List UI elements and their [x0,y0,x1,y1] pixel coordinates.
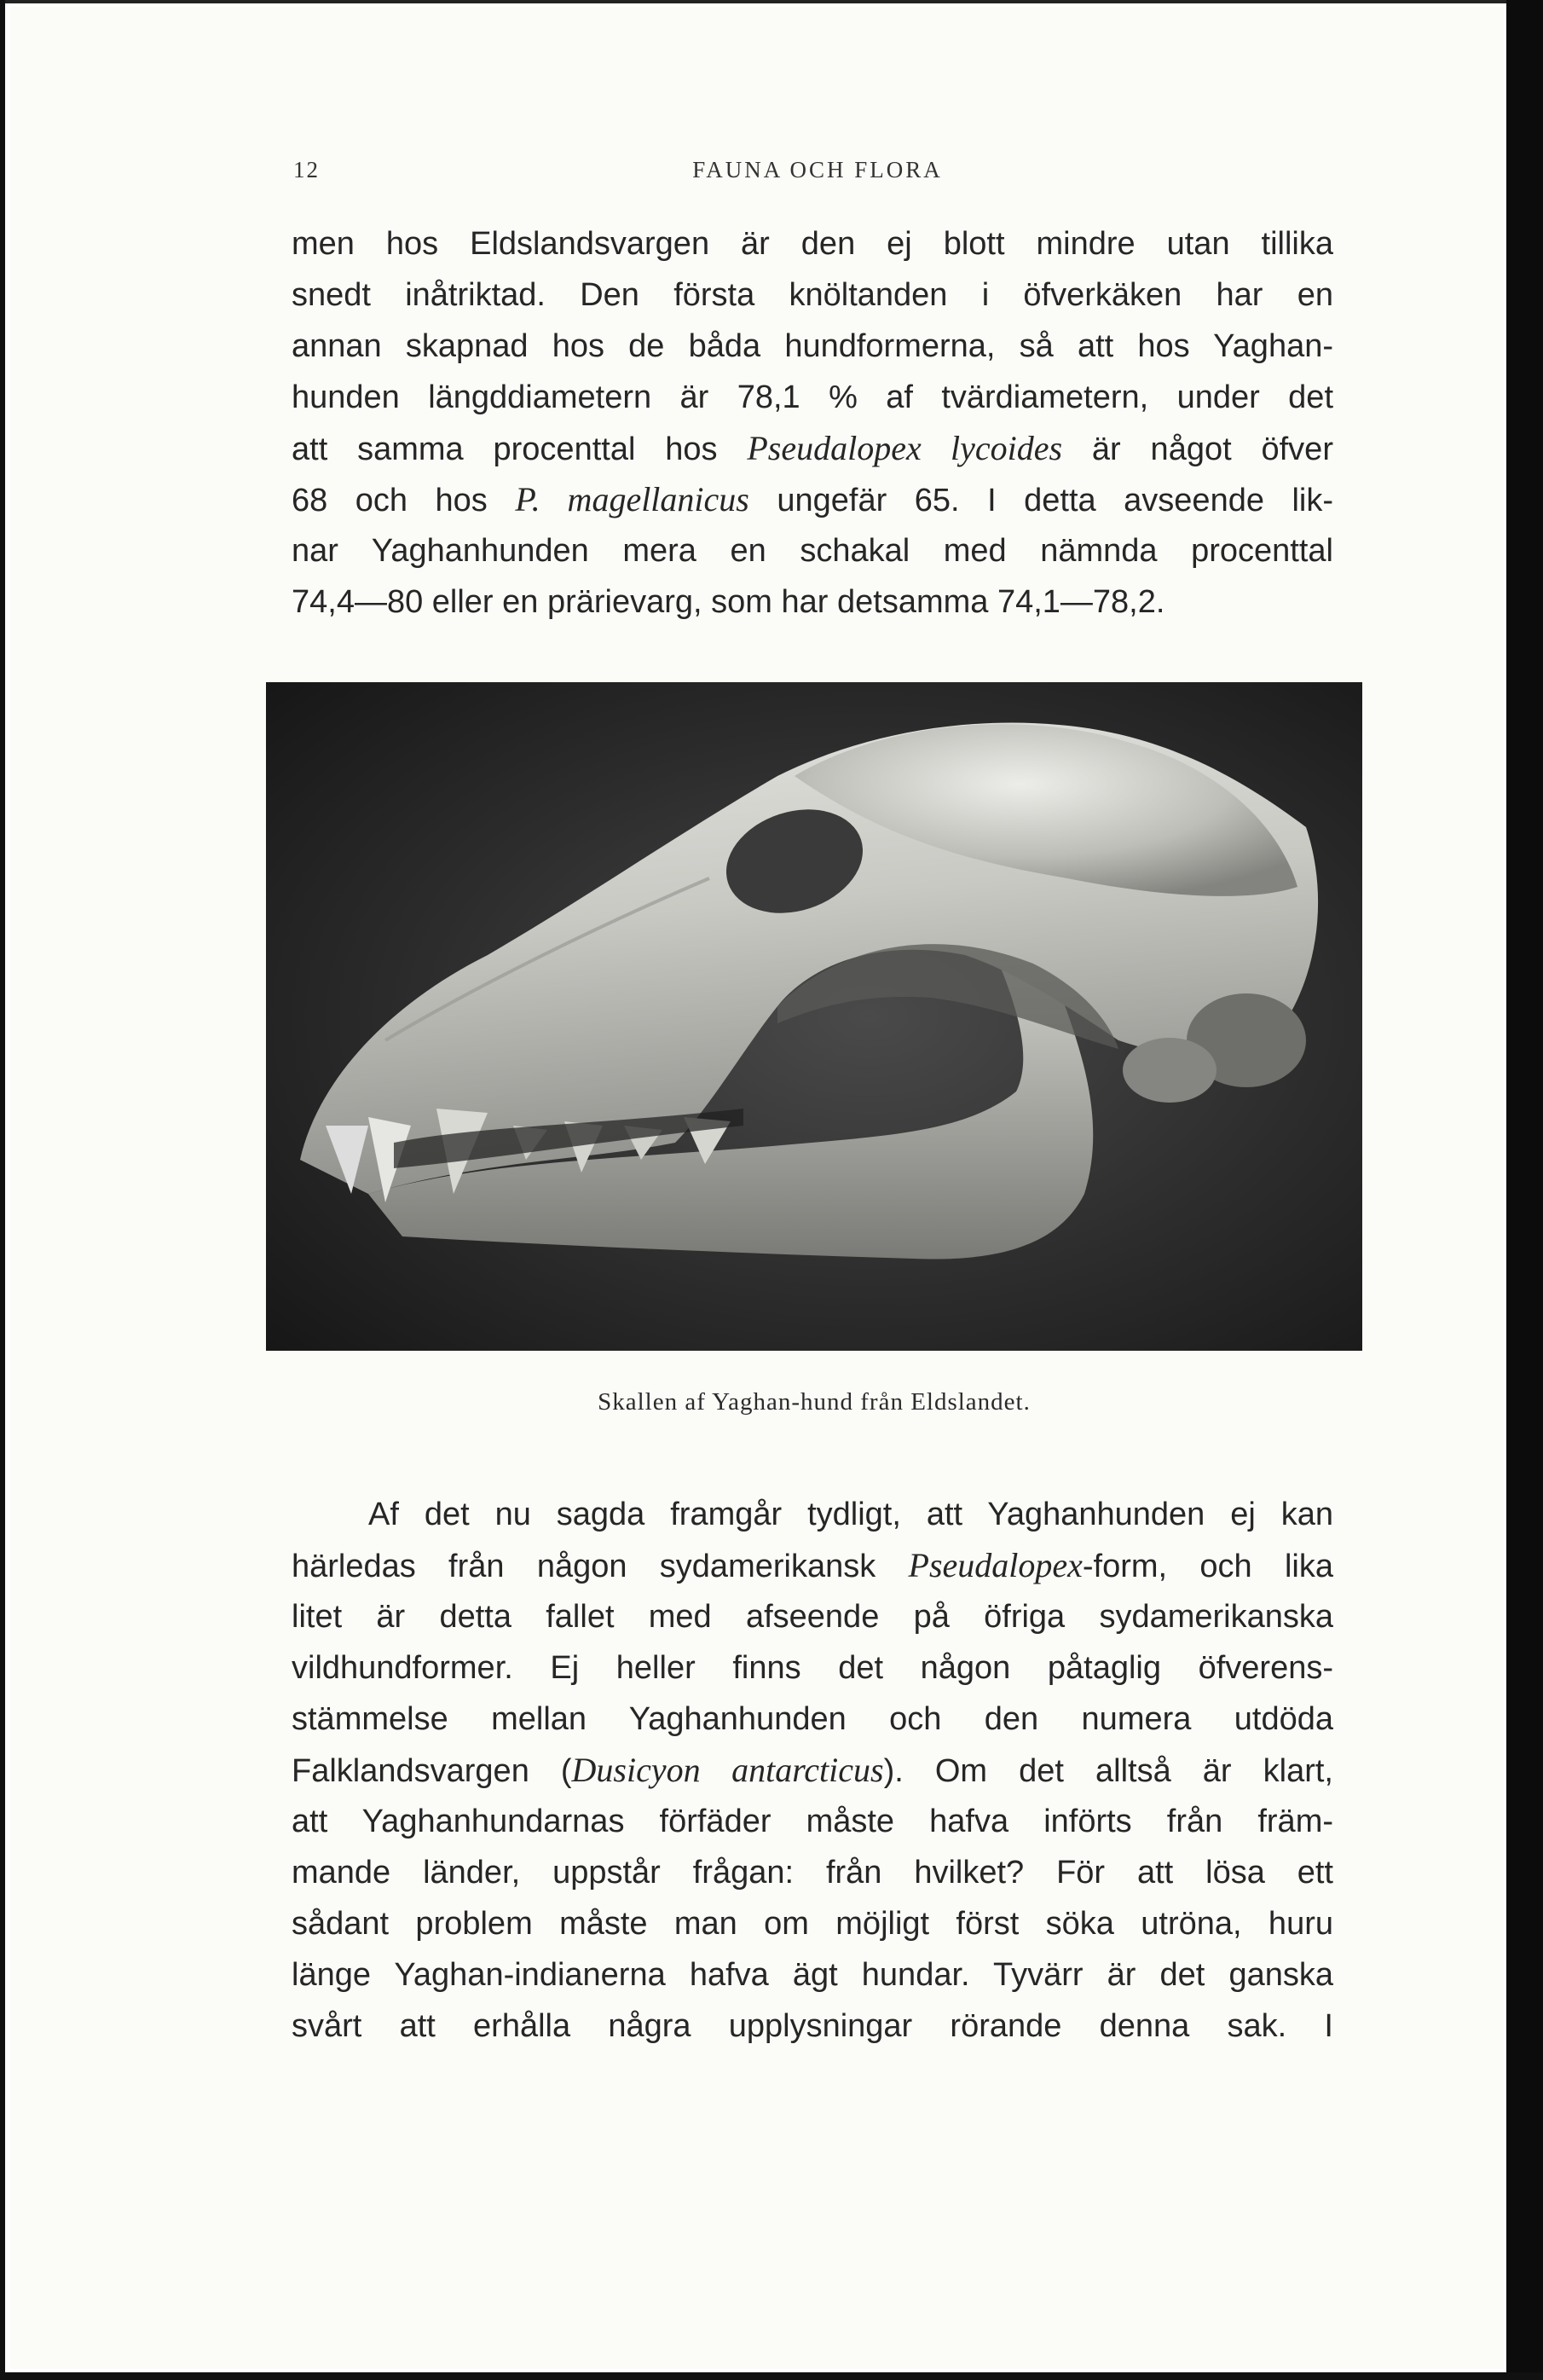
scan-border-left [0,0,5,2380]
text-line: snedt inåtriktad. Den första knöltanden i öfverkäken har en [292,277,1333,313]
paragraph-2 [292,1489,1333,2052]
text-run: härledas från någon sydamerikansk [292,1549,909,1584]
species-name: Pseudalopex lycoides [747,429,1063,467]
text-run: ungefär 65. I detta avseende lik- [748,483,1334,518]
text-run: är något öfver [1062,431,1333,467]
running-head: FAUNA OCH FLORA [692,157,943,182]
scan-border-top [0,0,1543,3]
text-line: litet är detta fallet med afseende på öfriga sydamerikanska [292,1599,1333,1635]
text-line: vildhundformer. Ej heller finns det någon påtaglig öfverens- [292,1650,1333,1686]
text-line: nar Yaghanhunden mera en schakal med nämnda procenttal [292,533,1333,569]
skull-photograph [266,682,1362,1351]
page-number: 12 [293,157,320,182]
scan-border-right [1506,0,1543,2380]
skull-illustration [266,682,1362,1351]
text-line: hunden längddiametern är 78,1 % af tvärdiametern, under det [292,379,1333,415]
text-line: Af det nu sagda framgår tydligt, att Yaghanhunden ej kan [368,1497,1333,1532]
text-line: mande länder, uppstår frågan: från hvilket? För att lösa ett [292,1855,1333,1891]
text-line [292,1745,1333,1796]
paragraph-1 [292,218,1333,628]
text-line: stämmelse mellan Yaghanhunden och den numera utdöda [292,1701,1333,1737]
species-name: Dusicyon antarcticus [571,1751,884,1789]
text-line: svårt att erhålla några upplysningar rörande denna sak. I [292,2008,1333,2044]
text-run: Falklandsvargen ( [292,1753,572,1789]
species-name: P. magellanicus [515,480,749,518]
scan-border-bottom [0,2372,1543,2380]
text-line [292,423,1333,474]
text-line: att Yaghanhundarnas förfäder måste hafva införts från främ- [292,1804,1333,1839]
text-run: ). Om det alltså är klart, [883,1753,1333,1789]
text-line [292,1540,1333,1591]
text-line: annan skapnad hos de båda hundformerna, så att hos Yaghan- [292,328,1333,364]
page-header [293,157,1342,191]
text-line: 74,4—80 eller en prärievarg, som har detsamma 74,1—78,2. [292,584,1165,620]
text-run: att samma procenttal hos [292,431,748,467]
text-line: länge Yaghan-indianerna hafva ägt hundar. Tyvärr är det ganska [292,1957,1333,1993]
text-line: men hos Eldslandsvargen är den ej blott mindre utan tillika [292,226,1333,262]
text-line: sådant problem måste man om möjligt först söka utröna, huru [292,1906,1333,1942]
text-run: -form, och lika [1082,1549,1333,1584]
figure-caption: Skallen af Yaghan-hund från Eldslandet. [598,1388,1031,1416]
species-name: Pseudalopex [908,1546,1083,1584]
text-line [292,474,1333,525]
text-run: 68 och hos [292,483,516,518]
